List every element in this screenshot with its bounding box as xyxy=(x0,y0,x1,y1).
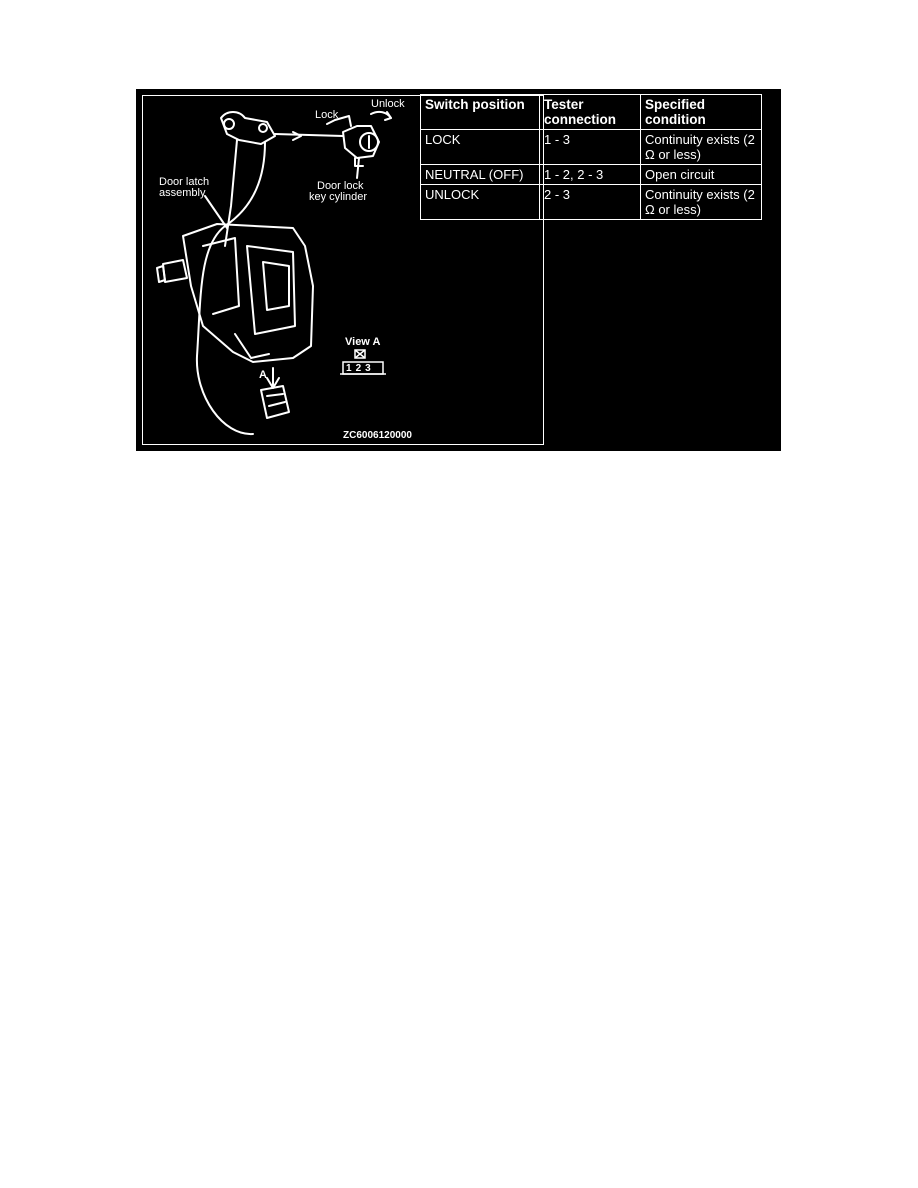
door-latch-label-2: assembly xyxy=(159,187,206,199)
cell-tester-connection: 1 - 3 xyxy=(540,130,641,165)
cell-specified-condition: Open circuit xyxy=(641,165,762,185)
connector-pins xyxy=(346,363,375,374)
cell-switch-position: LOCK xyxy=(421,130,540,165)
cell-tester-connection: 1 - 2, 2 - 3 xyxy=(540,165,641,185)
connector-pin-2: 2 xyxy=(355,363,366,374)
cell-switch-position: UNLOCK xyxy=(421,185,540,220)
door-lock-figure xyxy=(136,89,781,451)
key-cylinder-label-2: key cylinder xyxy=(309,191,368,203)
cell-tester-connection: 2 - 3 xyxy=(540,185,641,220)
unlock-label: Unlock xyxy=(371,98,405,110)
door-latch-label-1: Door latch xyxy=(159,176,210,188)
table-row xyxy=(421,130,762,165)
connector-pin-3: 3 xyxy=(365,363,375,374)
table-header-row xyxy=(421,95,762,130)
cell-switch-position: NEUTRAL (OFF) xyxy=(421,165,540,185)
arrow-a-label: A xyxy=(259,369,267,381)
cell-specified-condition: Continuity exists (2 Ω or less) xyxy=(641,130,762,165)
lock-label: Lock xyxy=(315,109,339,121)
header-tester-connection: Tester connection xyxy=(540,95,641,130)
header-specified-condition: Specified condition xyxy=(641,95,762,130)
header-switch-position: Switch position xyxy=(421,95,540,130)
table-row xyxy=(421,165,762,185)
figure-code: ZC6006120000 xyxy=(343,430,412,441)
table-row xyxy=(421,185,762,220)
cell-specified-condition: Continuity exists (2 Ω or less) xyxy=(641,185,762,220)
connector-pin-1: 1 xyxy=(346,363,356,374)
view-a-label: View A xyxy=(345,336,381,348)
switch-spec-table xyxy=(420,94,762,220)
key-cylinder-label-1: Door lock xyxy=(317,180,364,192)
